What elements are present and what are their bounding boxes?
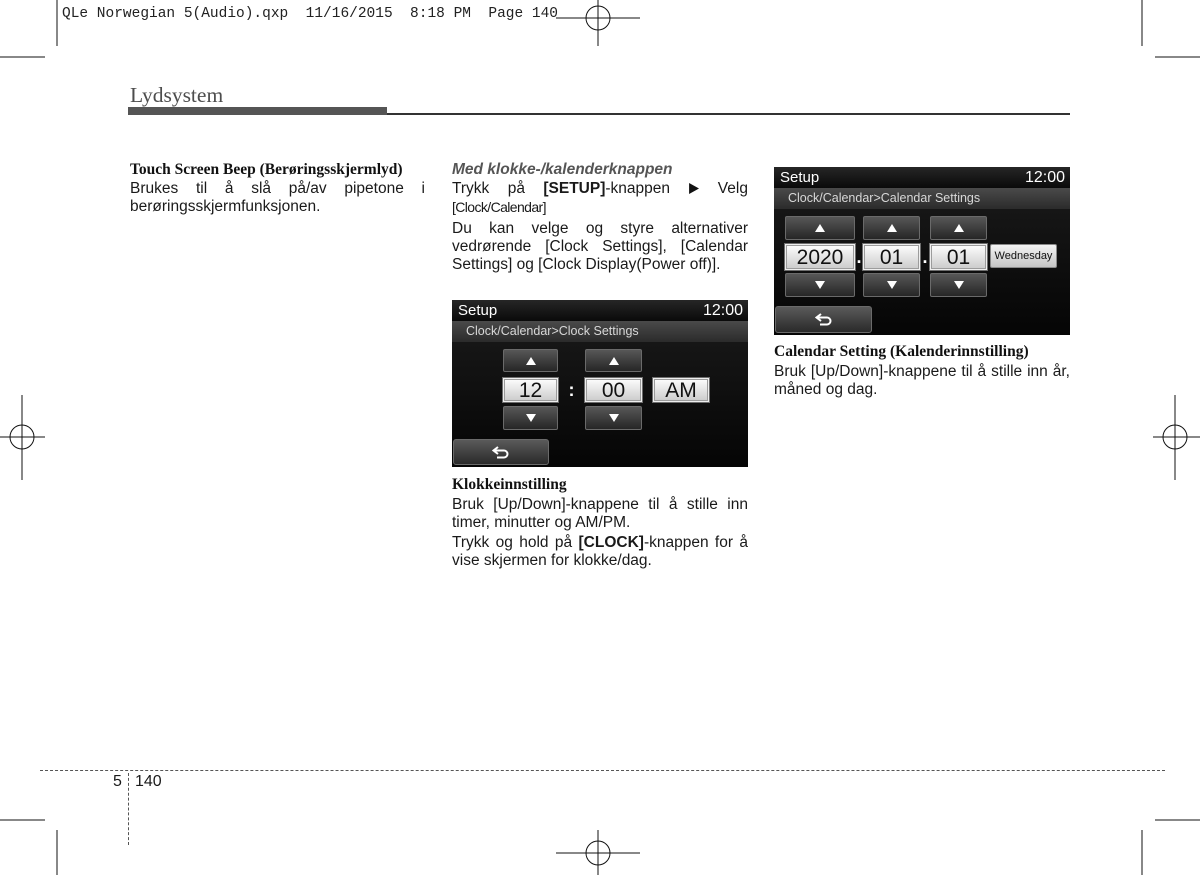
touch-beep-section (130, 161, 425, 216)
minute-value: 00 (585, 378, 642, 402)
hour-up-button (503, 349, 558, 372)
minute-down-button (585, 406, 642, 430)
print-slug: QLe Norwegian 5(Audio).qxp 11/16/2015 8:18 PM Page 140 (62, 6, 558, 22)
clock-button-section (452, 161, 748, 274)
screen-title: Setup (458, 302, 498, 319)
arrow-down-icon (815, 281, 825, 289)
setup-step-text (452, 180, 748, 217)
page-number-divider (128, 773, 129, 845)
screen-header (774, 167, 1070, 188)
back-button (453, 439, 549, 465)
crop-mark-bottom-left (0, 820, 57, 875)
crosshair-icon (556, 0, 640, 46)
clock-button-heading: Med klokke-/kalenderknappen (452, 161, 673, 178)
screen-clock: 12:00 (1024, 169, 1065, 186)
crosshair-icon (556, 830, 640, 875)
step-select: Velg (699, 180, 748, 197)
calendar-setting-body: Bruk [Up/Down]-knappene til å stille inn år, måned og dag. (774, 363, 1070, 398)
arrow-down-icon (887, 281, 897, 289)
chapter-number: 5 (113, 773, 122, 790)
title-rule (387, 113, 1070, 115)
screen-header (452, 300, 748, 321)
arrow-up-icon (815, 224, 825, 232)
hold-tip-lead: Trykk og hold på (452, 534, 579, 551)
arrow-up-icon (887, 224, 897, 232)
arrow-up-icon (954, 224, 964, 232)
crosshair-icon (1153, 395, 1200, 480)
arrow-up-icon (526, 357, 536, 365)
hold-tip-rest: -knappen for å vise skjermen for klokke/dag. (452, 534, 748, 569)
breadcrumb (774, 188, 1070, 209)
day-up-button (930, 216, 987, 240)
back-arrow-icon (815, 313, 833, 326)
arrow-right-icon (688, 183, 699, 194)
title-bar (128, 107, 387, 115)
hour-down-button (503, 406, 558, 430)
year-down-button (785, 273, 855, 297)
month-up-button (863, 216, 920, 240)
crosshair-icon (0, 395, 45, 480)
setup-button-label: [SETUP] (543, 180, 606, 197)
section-title: Lydsystem (130, 83, 224, 107)
weekday-button: Wednesday (990, 244, 1057, 268)
clock-hold-tip (452, 534, 748, 570)
step-lead: Trykk på (452, 180, 544, 197)
breadcrumb (452, 321, 748, 342)
screen-title: Setup (780, 169, 820, 186)
month-down-button (863, 273, 920, 297)
minute-up-button (585, 349, 642, 372)
am-pm-toggle: AM (653, 378, 709, 402)
clock-options-description: Du kan velge og styre alternativer vedrørende [Clock Settings], [Calendar Settings] og [Clock Display(Power off)]. (452, 220, 748, 273)
calendar-settings-screen (774, 167, 1070, 335)
date-separator: . (856, 247, 862, 267)
calendar-setting-caption: Calendar Setting (Kalenderinnstilling) (774, 343, 1029, 360)
day-down-button (930, 273, 987, 297)
arrow-down-icon (609, 414, 619, 422)
year-up-button (785, 216, 855, 240)
clock-setting-section (452, 476, 748, 570)
back-arrow-icon (492, 446, 510, 459)
arrow-down-icon (526, 414, 536, 422)
arrow-down-icon (954, 281, 964, 289)
clock-setting-body: Bruk [Up/Down]-knappene til å stille inn timer, minutter og AM/PM. (452, 496, 748, 531)
touch-beep-body: Brukes til å slå på/av pipetone i berøringsskjermfunksjonen. (130, 180, 425, 215)
breadcrumb-text: Clock/Calendar>Calendar Settings (788, 191, 981, 205)
hour-value: 12 (503, 378, 558, 402)
screen-clock: 12:00 (702, 302, 743, 319)
calendar-setting-section (774, 343, 1070, 399)
clock-calendar-menu-label: [Clock/Calendar] (452, 199, 546, 215)
clock-button-label: [CLOCK] (578, 534, 644, 551)
crop-mark-top-left (0, 0, 57, 57)
crop-mark-top-right (1142, 0, 1200, 57)
clock-setting-caption: Klokkeinnstilling (452, 476, 567, 493)
touch-beep-heading: Touch Screen Beep (Berøringsskjermlyd) (130, 161, 403, 178)
step-after-button: -knappen (605, 180, 689, 197)
month-value: 01 (863, 244, 920, 270)
date-separator: . (922, 247, 928, 267)
page-number: 140 (135, 773, 162, 790)
breadcrumb-text: Clock/Calendar>Clock Settings (466, 324, 639, 338)
time-separator: : (568, 379, 575, 400)
year-value: 2020 (785, 244, 855, 270)
arrow-up-icon (609, 357, 619, 365)
day-value: 01 (930, 244, 987, 270)
clock-settings-screen (452, 300, 748, 467)
crop-mark-bottom-right (1142, 820, 1200, 875)
footer-rule (40, 770, 1165, 771)
back-button (775, 306, 872, 333)
